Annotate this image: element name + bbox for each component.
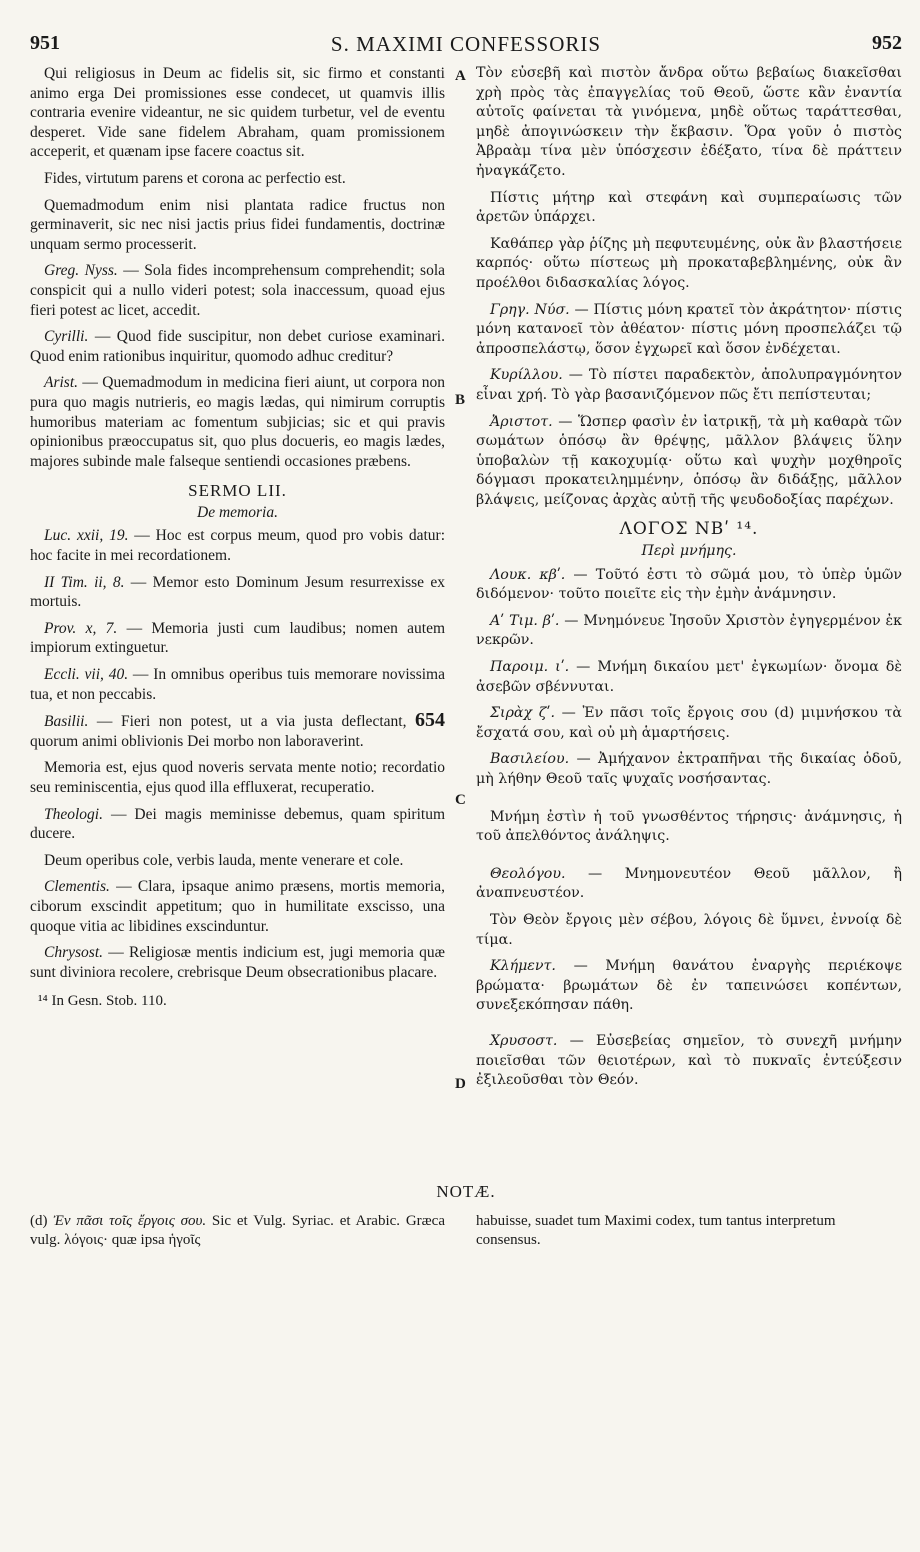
paragraph bbox=[476, 957, 902, 1016]
paragraph bbox=[476, 612, 902, 651]
notes-title: NOTÆ. bbox=[436, 1182, 496, 1201]
text-columns bbox=[30, 64, 902, 1174]
quote-text: — Memoria justi cum laudibus; nomen autem impiorum extinguetur. bbox=[30, 619, 445, 657]
paragraph bbox=[30, 526, 445, 565]
source-label: Greg. Nyss. bbox=[44, 262, 118, 280]
paragraph: Πίστις μήτηρ καὶ στεφάνη καὶ συμπεραίωσις τῶν ἀρετῶν ὑπάρχει. bbox=[476, 189, 902, 226]
source-label: Θεολόγου. bbox=[490, 865, 566, 882]
note-greek: Ἐν πᾶσι τοῖς ἔργοις σου. bbox=[53, 1213, 207, 1229]
quote-text: — Μνημόνευε Ἰησοῦν Χριστὸν ἐγηγερμένον ἐκ νεκρῶν. bbox=[476, 612, 902, 649]
quote-text: — Quemadmodum in medicina fieri aiunt, ut corpora non pura quo magis nutrieris, eo magis lædas, qui nimirum corruptis humoribus materiam ac fomentum subjicias; sic et qui pravis opinionibus præoccupatus sit, quo plus docueris, eo magis lædes, majores subinde male falseque sentiendi occasiones præbens. bbox=[30, 374, 445, 470]
paragraph: Deum operibus cole, verbis lauda, mente venerare et cole. bbox=[44, 851, 404, 869]
margin-letter-d: D bbox=[455, 1076, 466, 1092]
paragraph bbox=[476, 865, 902, 904]
section-subtitle: De memoria. bbox=[197, 503, 278, 521]
paragraph bbox=[30, 805, 445, 844]
source-label: Σιρὰχ ζʹ. bbox=[490, 705, 555, 722]
paragraph bbox=[476, 301, 902, 360]
source-label: Γρηγ. Νύσ. bbox=[490, 301, 570, 318]
paragraph bbox=[476, 566, 902, 605]
quote-text: — Hoc est corpus meum, quod pro vobis datur: hoc facite in mei recordationem. bbox=[30, 527, 445, 565]
source-label: Λουκ. κβʹ. bbox=[490, 566, 566, 583]
quote-text: — Religiosæ mentis indicium est, jugi memoria quæ sunt diviniora recolere, crebrisque Deum obsecrationibus placare. bbox=[30, 944, 445, 981]
source-label: Παροιμ. ιʹ. bbox=[490, 659, 570, 676]
paragraph bbox=[30, 261, 445, 320]
source-label: Αʹ Τιμ. βʹ. bbox=[490, 612, 560, 629]
source-label: Prov. x, 7. bbox=[44, 619, 118, 637]
source-label: Ἀριστοτ. bbox=[490, 413, 553, 430]
latin-column bbox=[30, 64, 445, 1012]
source-label: II Tim. ii, 8. bbox=[44, 573, 125, 591]
quote-text: — Quod fide suscipitur, non debet curiose examinari. Quod enim rationibus inquiritur, quomodo adhuc creditur? bbox=[30, 328, 445, 365]
page-number-right: 952 bbox=[872, 32, 902, 54]
section-subtitle: Περὶ μνήμης. bbox=[641, 543, 737, 560]
note-label: (d) bbox=[30, 1213, 54, 1229]
section-title: ΛΟΓΟΣ ΝΒʹ ¹⁴. bbox=[619, 519, 759, 540]
paragraph: Καθάπερ γὰρ ῥίζης μὴ πεφυτευμένης, οὐκ ἂν βλαστήσειε καρπός· οὕτω πίστεως μὴ προκαταβεβλημένης, οὐκ ἂν προέλθοι διδασκαλίας λόγος. bbox=[476, 235, 902, 291]
source-label: Theologi. bbox=[44, 805, 103, 823]
margin-letter-b: B bbox=[455, 392, 466, 408]
paragraph bbox=[476, 658, 902, 697]
margin-letter-c: C bbox=[455, 792, 466, 808]
paragraph bbox=[30, 573, 445, 612]
paragraph bbox=[30, 877, 445, 936]
quote-text: — Ὥσπερ φασὶν ἐν ἰατρικῇ, τὰ μὴ καθαρὰ τῶν σωμάτων ὁπόσῳ ἂν θρέψῃς, μᾶλλον βλάψεις ὕλην ὑποβαλὼν τῇ κακοχυμίᾳ· οὕτω καὶ ψυχὴν μοχθηροῖς δόγμασι προκατειλημμένην, ὁπόσῳ ἂν διδάξῃς, μᾶλλον βλάψεις, μείζονας ἀρχὰς αὐτῇ τῆς ψευδοδοξίας παρέχων. bbox=[476, 413, 902, 508]
quote-text: — Memor esto Dominum Jesum resurrexisse ex mortuis. bbox=[30, 573, 445, 611]
source-label: Luc. xxii, 19. bbox=[44, 527, 129, 545]
paragraph bbox=[476, 413, 902, 511]
quote-text: — Τὸ πίστει παραδεκτὸν, ἀπολυπραγμόνητον εἶναι χρή. Τὸ γὰρ βασανιζόμενον πῶς ἔτι πεπίστευται; bbox=[476, 367, 902, 403]
paragraph bbox=[476, 1032, 902, 1091]
greek-column bbox=[476, 64, 902, 1098]
quote-text: — Clara, ipsaque animo præsens, mortis memoria, ciborum exscindit appetitum; quo in humilitate exscisso, una quoque vitia ac libidines exscinduntur. bbox=[30, 878, 445, 935]
paragraph bbox=[30, 619, 445, 658]
source-label: Χρυσοστ. bbox=[490, 1032, 558, 1049]
quote-text: — Μνημονευτέον Θεοῦ μᾶλλον, ἢ ἀναπνευστέον. bbox=[476, 865, 902, 902]
quote-text: quorum animi oblivionis Dei morbo non laboraverint. bbox=[30, 732, 364, 750]
paragraph bbox=[30, 943, 445, 982]
running-head bbox=[30, 30, 902, 64]
margin-letter-a: A bbox=[455, 68, 466, 84]
note-text: Sic et Vulg. Syriac. et Arabic. Græca vulg. λόγοις· quæ ipsa ἡγοῖς bbox=[30, 1213, 445, 1248]
quote-text: — Ἐν πᾶσι τοῖς ἔργοις σου (d) μιμνήσκου τὰ ἔσχατά σου, καὶ οὐ μὴ ἁμαρτήσεις. bbox=[476, 705, 902, 741]
footnote: ¹⁴ In Gesn. Stob. 110. bbox=[38, 993, 167, 1010]
paragraph: Μνήμη ἐστὶν ἡ τοῦ γνωσθέντος τήρησις· ἀνάμνησις, ἡ τοῦ ἀπελθόντος ἀνάληψις. bbox=[476, 808, 902, 845]
paragraph bbox=[30, 327, 445, 366]
source-label: Κλήμεντ. bbox=[490, 958, 556, 975]
source-label: Κυρίλλου. bbox=[490, 367, 563, 384]
quote-text: — Dei magis meminisse debemus, quam spiritum ducere. bbox=[30, 805, 445, 843]
quote-text: — Fieri non potest, ut a via justa deflectant, bbox=[88, 713, 415, 731]
paragraph bbox=[476, 704, 902, 743]
quote-text: — Μνήμη θανάτου ἐναργὴς περιέκοψε βρώματα· βρωμάτων δὲ ἐν ταπεινώσει κοπέντων, συνεξεκόπησαν πάθη. bbox=[476, 958, 902, 1014]
paragraph: Memoria est, ejus quod noveris servata mente notio; recordatio seu reminiscentia, ejus quod illa effluxerat, recuperatio. bbox=[30, 759, 445, 796]
source-label: Basilii. bbox=[44, 713, 89, 731]
paragraph: Τὸν εὐσεβῆ καὶ πιστὸν ἄνδρα οὕτω βεβαίως διακεῖσθαι χρὴ πρὸς τὰς ἐπαγγελίας τοῦ Θεοῦ, ὥστε κἂν ἐναντία αὐτοῖς φαίνεται τὰ γινόμενα, μηδὲ οὕτως ταράττεσθαι, μηδὲ ἀπογινώσκειν τὴν ἔκβασιν. Ὅρα γοῦν ὁ πιστὸς Ἀβραὰμ τίνα μὲν ὑπόσχεσιν ἐδέξατο, τίνα δὲ πράττειν ἠναγκάζετο. bbox=[476, 65, 902, 179]
paragraph: Qui religiosus in Deum ac fidelis sit, sic firmo et constanti animo erga Dei promissiones esse condecet, ut quamvis illis contraria evenire videantur, ne sic quidem turbetur, vel de eventu desperet. Vide sane fidelem Abraham, quam promissionem acceperit, et quænam ipse facere coactus sit. bbox=[30, 65, 445, 161]
paragraph bbox=[30, 665, 445, 704]
paragraph: Τὸν Θεὸν ἔργοις μὲν σέβου, λόγοις δὲ ὕμνει, ἐννοίᾳ δὲ τίμα. bbox=[476, 911, 902, 948]
note-left bbox=[30, 1212, 445, 1250]
quote-text: — In omnibus operibus tuis memorare novissima tua, et non peccabis. bbox=[30, 666, 445, 703]
running-title: S. MAXIMI CONFESSORIS bbox=[330, 32, 602, 56]
paragraph: Quemadmodum enim nisi plantata radice fructus non germinaverit, sic nec nisi jactis prius fidei fundamentis, doctrinæ unquam sermo processerit. bbox=[30, 196, 445, 253]
quote-text: — Τοῦτό ἐστι τὸ σῶμά μου, τὸ ὑπὲρ ὑμῶν διδόμενον· τοῦτο ποιεῖτε εἰς τὴν ἐμὴν ἀνάμνησιν. bbox=[476, 566, 902, 603]
source-label: Βασιλείου. bbox=[490, 751, 570, 768]
page bbox=[30, 30, 902, 1530]
source-label: Clementis. bbox=[44, 878, 110, 896]
section-title: SERMO LII. bbox=[188, 481, 287, 501]
quote-text: — Εὐσεβείας σημεῖον, τὸ συνεχῆ μνήμην ποιεῖσθαι τῶν θειοτέρων, καὶ τὸ πυκναῖς ἐντεύξεσιν ἐξιλεοῦσθαι τὸν Θεόν. bbox=[476, 1032, 902, 1089]
quote-text: — Μνήμη δικαίου μετ' ἐγκωμίων· ὄνομα δὲ ἀσεβῶν σβέννυται. bbox=[476, 659, 902, 695]
note-right: habuisse, suadet tum Maximi codex, tum tantus interpretum consensus. bbox=[476, 1213, 836, 1248]
paragraph bbox=[476, 366, 902, 405]
column-number: 654 bbox=[415, 709, 445, 732]
page-number-left: 951 bbox=[30, 32, 60, 54]
source-label: Eccli. vii, 40. bbox=[44, 666, 129, 684]
paragraph bbox=[476, 750, 902, 789]
paragraph bbox=[30, 373, 445, 471]
quote-text: — Sola fides incomprehensum comprehendit; sola conspicit qui a nullo videri potest; sola inaccessum, quoad ejus fieri potest ac licet, accedit. bbox=[30, 262, 445, 319]
source-label: Arist. bbox=[44, 374, 79, 392]
quote-text: — Ἀμήχανον ἐκτραπῆναι τῆς δικαίας ὁδοῦ, μὴ λήθην Θεοῦ ταῖς ψυχαῖς νοσήσαντας. bbox=[476, 751, 902, 787]
paragraph bbox=[30, 711, 445, 751]
source-label: Cyrilli. bbox=[44, 328, 89, 346]
quote-text: — Πίστις μόνη κρατεῖ τὸν ἀκράτητον· πίστις μόνη κατανοεῖ τὸν ἀθέατον· πίστις μόνη προσπελάζει τῷ ἀπροσπελάστῳ, ὅσον ἐγχωρεῖ καὶ ὅσον ἐνδέχεται. bbox=[476, 301, 903, 357]
paragraph: Fides, virtutum parens et corona ac perfectio est. bbox=[44, 169, 346, 187]
source-label: Chrysost. bbox=[44, 944, 103, 962]
